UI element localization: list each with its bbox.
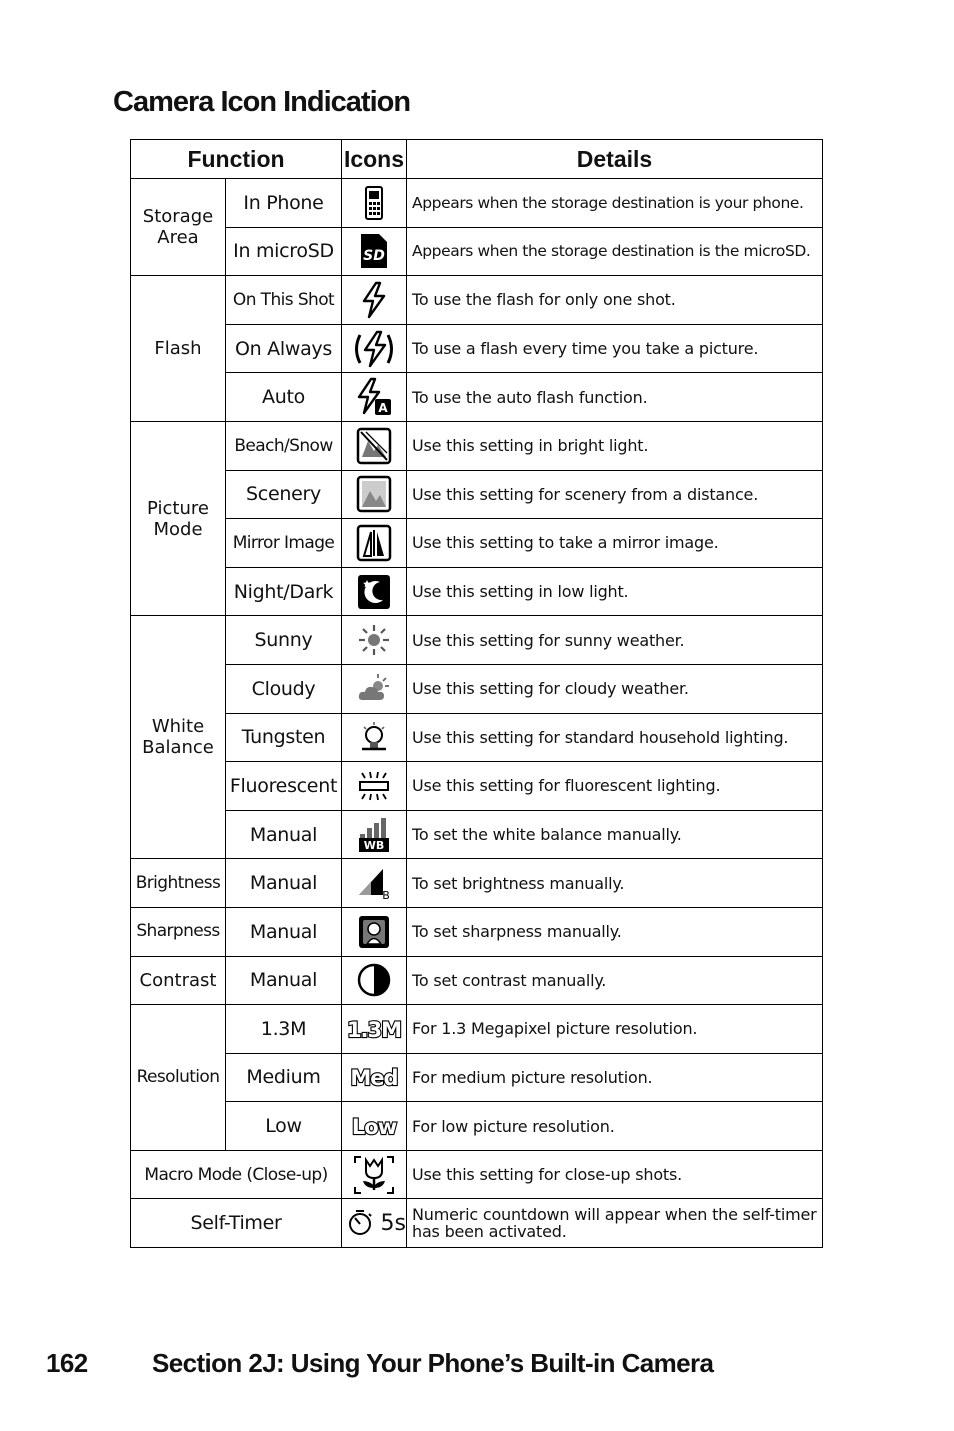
group-brightness: Brightness xyxy=(131,859,226,908)
bulb-icon xyxy=(358,720,390,754)
function-label: Sunny xyxy=(226,616,342,665)
details-text: To use the auto flash function. xyxy=(407,373,823,422)
table-row xyxy=(131,616,823,665)
header-details: Details xyxy=(407,140,823,179)
table-row xyxy=(131,762,823,811)
details-text: For low picture resolution. xyxy=(407,1102,823,1151)
function-label: Scenery xyxy=(226,470,342,519)
night-icon xyxy=(356,573,392,611)
group-contrast: Contrast xyxy=(131,956,226,1005)
table-row xyxy=(131,1005,823,1054)
svg-text:WB: WB xyxy=(363,838,385,852)
cloud-icon xyxy=(356,672,392,706)
table-row xyxy=(131,1053,823,1102)
table-row xyxy=(131,907,823,956)
details-text: To set contrast manually. xyxy=(407,956,823,1005)
svg-text:A: A xyxy=(378,401,388,416)
function-label: Auto xyxy=(226,373,342,422)
table-row xyxy=(131,956,823,1005)
details-text: Use this setting in low light. xyxy=(407,567,823,616)
header-icons: Icons xyxy=(342,140,407,179)
table-row xyxy=(131,1150,823,1199)
table-row xyxy=(131,664,823,713)
function-label: Mirror Image xyxy=(226,519,342,568)
details-text: Use this setting to take a mirror image. xyxy=(407,519,823,568)
resolution-low-icon xyxy=(344,1113,404,1139)
table-row xyxy=(131,1199,823,1248)
details-text: Numeric countdown will appear when the self-timer has been activated. xyxy=(407,1199,823,1248)
phone-icon xyxy=(361,185,387,221)
function-label: Tungsten xyxy=(226,713,342,762)
function-label: In microSD xyxy=(226,227,342,276)
function-label: Medium xyxy=(226,1053,342,1102)
wb-manual-icon xyxy=(356,816,392,854)
function-label: Manual xyxy=(226,810,342,859)
beach-snow-icon xyxy=(356,427,392,465)
table-row xyxy=(131,859,823,908)
svg-text:Low: Low xyxy=(351,1115,397,1140)
svg-text:1.3M: 1.3M xyxy=(346,1017,402,1042)
table-header-row xyxy=(131,140,823,179)
details-text: Use this setting for cloudy weather. xyxy=(407,664,823,713)
group-flash: Flash xyxy=(131,276,226,422)
table-row xyxy=(131,567,823,616)
resolution-medium-icon xyxy=(344,1064,404,1090)
function-label: Fluorescent xyxy=(226,762,342,811)
details-text: For medium picture resolution. xyxy=(407,1053,823,1102)
function-label: Low xyxy=(226,1102,342,1151)
svg-text:Med: Med xyxy=(350,1066,398,1091)
function-label: On Always xyxy=(226,324,342,373)
details-text: To set the white balance manually. xyxy=(407,810,823,859)
function-label: 1.3M xyxy=(226,1005,342,1054)
details-text: Use this setting for standard household lighting. xyxy=(407,713,823,762)
svg-text:B: B xyxy=(382,889,390,902)
timer-countdown-label: 5s xyxy=(380,1210,406,1236)
timer-icon xyxy=(347,1209,373,1237)
macro-icon xyxy=(352,1154,396,1196)
table-row xyxy=(131,470,823,519)
microsd-icon xyxy=(357,232,391,270)
table-row xyxy=(131,519,823,568)
function-self-timer: Self-Timer xyxy=(131,1199,342,1248)
group-white-balance: White Balance xyxy=(131,616,226,859)
table-row xyxy=(131,713,823,762)
group-picture-mode: Picture Mode xyxy=(131,421,226,615)
fluorescent-icon xyxy=(356,769,392,803)
function-label: Manual xyxy=(226,907,342,956)
function-label: Manual xyxy=(226,956,342,1005)
group-resolution: Resolution xyxy=(131,1005,226,1151)
sun-icon xyxy=(357,623,391,657)
details-text: To set brightness manually. xyxy=(407,859,823,908)
group-storage-area: Storage Area xyxy=(131,179,226,276)
page-footer xyxy=(46,1348,713,1379)
function-macro-mode: Macro Mode (Close-up) xyxy=(131,1150,342,1199)
details-text: To use a flash every time you take a picture. xyxy=(407,324,823,373)
details-text: To use the flash for only one shot. xyxy=(407,276,823,325)
details-text: Use this setting in bright light. xyxy=(407,421,823,470)
details-text: Use this setting for close-up shots. xyxy=(407,1150,823,1199)
details-text: Use this setting for sunny weather. xyxy=(407,616,823,665)
function-label: Cloudy xyxy=(226,664,342,713)
function-label: On This Shot xyxy=(226,276,342,325)
svg-text:SD: SD xyxy=(363,248,385,265)
function-label: Beach/Snow xyxy=(226,421,342,470)
details-text: Use this setting for scenery from a distance. xyxy=(407,470,823,519)
details-text: To set sharpness manually. xyxy=(407,907,823,956)
function-label: Manual xyxy=(226,859,342,908)
flash-auto-icon xyxy=(354,377,394,417)
table-row xyxy=(131,276,823,325)
function-label: Night/Dark xyxy=(226,567,342,616)
flash-always-icon xyxy=(350,329,398,369)
details-text: Appears when the storage destination is your phone. xyxy=(407,179,823,228)
camera-icon-table xyxy=(130,139,823,1248)
table-row xyxy=(131,1102,823,1151)
table-row xyxy=(131,324,823,373)
table-row xyxy=(131,227,823,276)
contrast-icon xyxy=(356,962,392,998)
group-sharpness: Sharpness xyxy=(131,907,226,956)
brightness-icon xyxy=(356,865,392,901)
resolution-1-3m-icon xyxy=(344,1016,404,1042)
details-text: For 1.3 Megapixel picture resolution. xyxy=(407,1005,823,1054)
table-row xyxy=(131,179,823,228)
header-function: Function xyxy=(131,140,342,179)
page-number: 162 xyxy=(46,1348,88,1378)
table-row xyxy=(131,421,823,470)
page-title: Camera Icon Indication xyxy=(113,86,411,118)
sharpness-icon xyxy=(357,914,391,950)
timer-indicator xyxy=(342,1209,406,1237)
flash-once-icon xyxy=(358,281,390,319)
details-text: Use this setting for fluorescent lighting. xyxy=(407,762,823,811)
function-label: In Phone xyxy=(226,179,342,228)
section-title: Section 2J: Using Your Phone’s Built-in Camera xyxy=(152,1348,714,1378)
scenery-icon xyxy=(356,475,392,513)
mirror-image-icon xyxy=(356,524,392,562)
table-row xyxy=(131,373,823,422)
details-text: Appears when the storage destination is the microSD. xyxy=(407,227,823,276)
table-row xyxy=(131,810,823,859)
